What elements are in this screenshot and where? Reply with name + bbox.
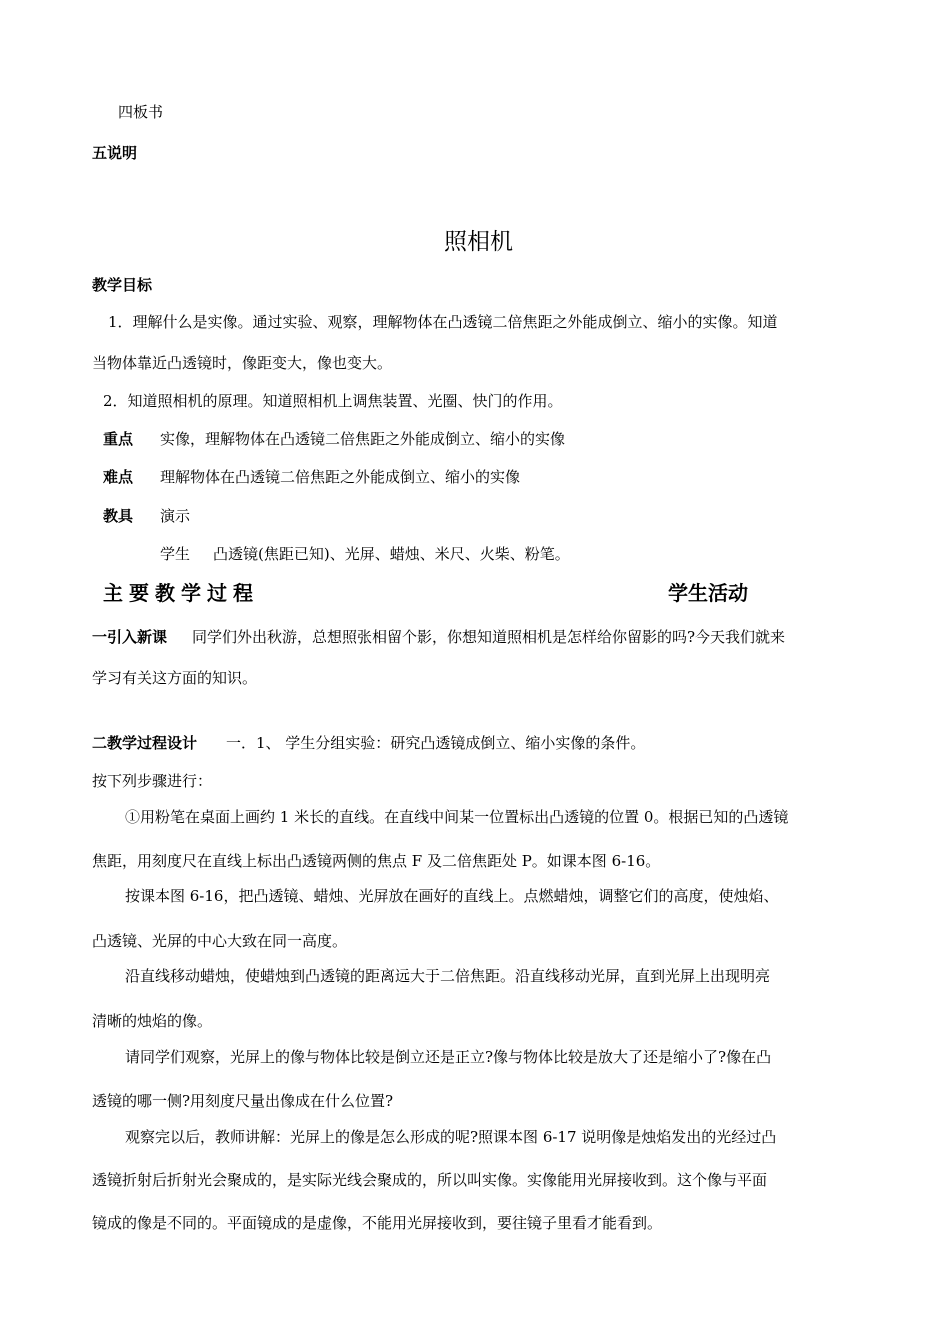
intro-label: 一引入新课 (92, 628, 168, 646)
tools-label: 教具 (103, 507, 134, 525)
notes-heading: 五说明 (92, 144, 138, 162)
focus-text: 实像，理解物体在凸透镜二倍焦距之外能成倒立、缩小的实像 (160, 430, 566, 448)
step-2-line-1: 按课本图 6-16，把凸透镜、蜡烛、光屏放在画好的直线上。点燃蜡烛，调整它们的高度，使烛焰、 (125, 887, 779, 905)
board-heading: 四板书 (118, 103, 164, 121)
difficulty-label: 难点 (103, 468, 134, 486)
step-5-line-3: 镜成的像是不同的。平面镜成的是虚像，不能用光屏接收到，要往镜子里看才能看到。 (92, 1214, 663, 1232)
intro-line-1: 同学们外出秋游，总想照张相留个影，你想知道照相机是怎样给你留影的吗?今天我们就来 (192, 628, 786, 646)
tools-text: 演示 (160, 507, 191, 525)
step-4-line-2: 透镜的哪一侧?用刻度尺量出像成在什么位置? (92, 1092, 394, 1110)
design-text: 一．1、 学生分组实验：研究凸透镜成倒立、缩小实像的条件。 (226, 734, 646, 752)
process-column-heading: 主要教学过程 (103, 581, 259, 605)
step-5-line-1: 观察完以后，教师讲解：光屏上的像是怎么形成的呢?照课本图 6-17 说明像是烛焰发出的光经过凸 (125, 1128, 777, 1146)
goal-2: 2．知道照相机的原理。知道照相机上调焦装置、光圈、快门的作用。 (103, 392, 563, 410)
difficulty-text: 理解物体在凸透镜二倍焦距之外能成倒立、缩小的实像 (160, 468, 521, 486)
step-4-line-1: 请同学们观察，光屏上的像与物体比较是倒立还是正立?像与物体比较是放大了还是缩小了?像在凸 (125, 1048, 772, 1066)
goal-1-line-1: 1．理解什么是实像。通过实验、观察，理解物体在凸透镜二倍焦距之外能成倒立、缩小的实像。知道 (108, 313, 778, 331)
intro-line-2: 学习有关这方面的知识。 (92, 669, 258, 687)
step-3-line-2: 清晰的烛焰的像。 (92, 1012, 213, 1030)
step-2-line-2: 凸透镜、光屏的中心大致在同一高度。 (92, 932, 348, 950)
goal-1-line-2: 当物体靠近凸透镜时，像距变大，像也变大。 (92, 354, 393, 372)
focus-label: 重点 (103, 430, 134, 448)
design-label: 二教学过程设计 (92, 734, 198, 752)
steps-intro: 按下列步骤进行： (92, 772, 213, 790)
step-3-line-1: 沿直线移动蜡烛，使蜡烛到凸透镜的距离远大于二倍焦距。沿直线移动光屏，直到光屏上出现明亮 (125, 967, 771, 985)
step-1-line-2: 焦距，用刻度尺在直线上标出凸透镜两侧的焦点 F 及二倍焦距处 P。如课本图 6-16。 (92, 852, 661, 870)
student-label: 学生 (160, 545, 191, 563)
step-5-line-2: 透镜折射后折射光会聚成的，是实际光线会聚成的，所以叫实像。实像能用光屏接收到。这个像与平面 (92, 1171, 768, 1189)
student-text: 凸透镜(焦距已知)、光屏、蜡烛、米尺、火柴、粉笔。 (213, 545, 570, 563)
activity-column-heading: 学生活动 (668, 581, 748, 605)
goals-heading: 教学目标 (92, 276, 153, 294)
page-title: 照相机 (444, 229, 513, 255)
step-1-line-1: ①用粉笔在桌面上画约 1 米长的直线。在直线中间某一位置标出凸透镜的位置 0。根据已知的凸透镜 (125, 808, 789, 826)
